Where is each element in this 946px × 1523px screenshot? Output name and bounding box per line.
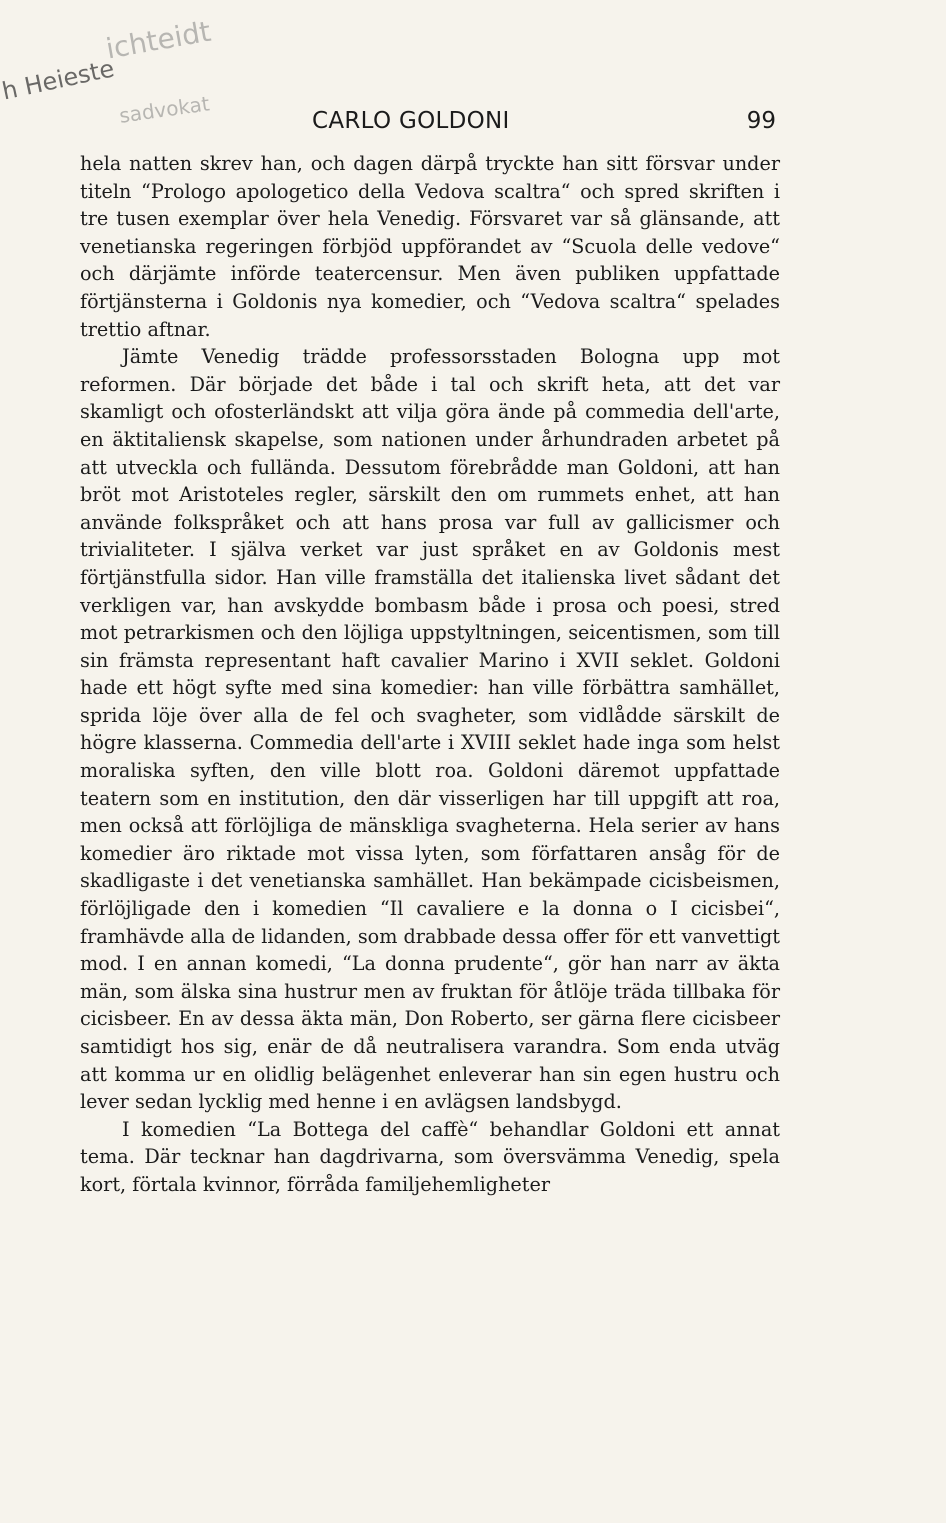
paragraph-1: hela natten skrev han, och dagen därpå tryckte han sitt försvar under titeln “Prologo apologetico della Vedova scaltra“ och spred skriften i tre tusen exemplar över hela Venedig. Försvaret var så glänsande, att venetianska regeringen förbjöd uppförandet av “Scuola delle vedove“ och därjämte införde teatercensur. Men även publiken uppfattade förtjänsterna i Goldonis nya komedier, och “Vedova scaltra“ spelades trettio aftnar. xyxy=(80,152,780,341)
paragraph-3: I komedien “La Bottega del caffè“ behandlar Goldoni ett annat tema. Där tecknar han dagdrivarna, som översvämma Venedig, spela kort, förtala kvinnor, förråda familjehemligheter xyxy=(80,1117,780,1196)
library-stamp-line-3: sadvokat xyxy=(117,91,211,128)
library-stamp-line-2: h Heieste xyxy=(0,54,117,106)
paragraph-2: Jämte Venedig trädde professorsstaden Bologna upp mot reformen. Där började det både i tal och skrift heta, att det var skamligt och ofosterländskt att vilja göra ände på commedia dell'arte, en äktitaliensk skapelse, som nationen under århundraden arbetet på att utveckla och fullända. Dessutom förebrådde man Goldoni, att han bröt mot Aristoteles regler, särskilt den om rummets enhet, att han använde folkspråket och att hans prosa var full av gallicismer och trivialiteter. I själva verket var just språket en av Goldonis mest förtjänstfulla sidor. Han ville framställa det italienska livet sådant det verkligen var, han avskydde bombasm både i prosa och poesi, stred mot petrarkismen och den löjliga uppstyltningen, seicentismen, som till sin främsta representant haft cavalier Marino i XVII seklet. Goldoni hade ett högt syfte med sina komedier: han ville förbättra samhället, sprida löje över alla de fel och svagheter, som vidlådde särskilt de högre klasserna. Commedia dell'arte i XVIII seklet hade inga som helst moraliska syften, den ville blott roa. Goldoni däremot uppfattade teatern som en institution, den där visserligen har till uppgift att roa, men också att förlöjliga de mänskliga svagheterna. Hela serier av hans komedier äro riktade mot vissa lyten, som författaren ansåg för de skadligaste i det venetianska samhället. Han bekämpade cicisbeismen, förlöjligade den i komedien “Il cavaliere e la donna o I cicisbei“, framhävde alla de lidanden, som drabbade dessa offer för ett vanvettigt mod. I en annan komedi, “La donna prudente“, gör han narr av äkta män, som älska sina hustrur men av fruktan för åtlöje träda tillbaka för cicisbeer. En av dessa äkta män, Don Roberto, ser gärna flere cicisbeer samtidigt hos sig, enär de då neutralisera varandra. Som enda utväg att komma ur en olidlig belägenhet enleverar han sin egen hustru och lever sedan lycklig med henne i en avlägsen landsbygd. xyxy=(80,345,781,1114)
body-text xyxy=(80,150,780,1199)
running-head xyxy=(0,108,946,142)
running-title: CARLO GOLDONI xyxy=(312,108,510,134)
page-number: 99 xyxy=(746,108,776,134)
library-stamp-line-1: ichteidt xyxy=(103,14,214,66)
